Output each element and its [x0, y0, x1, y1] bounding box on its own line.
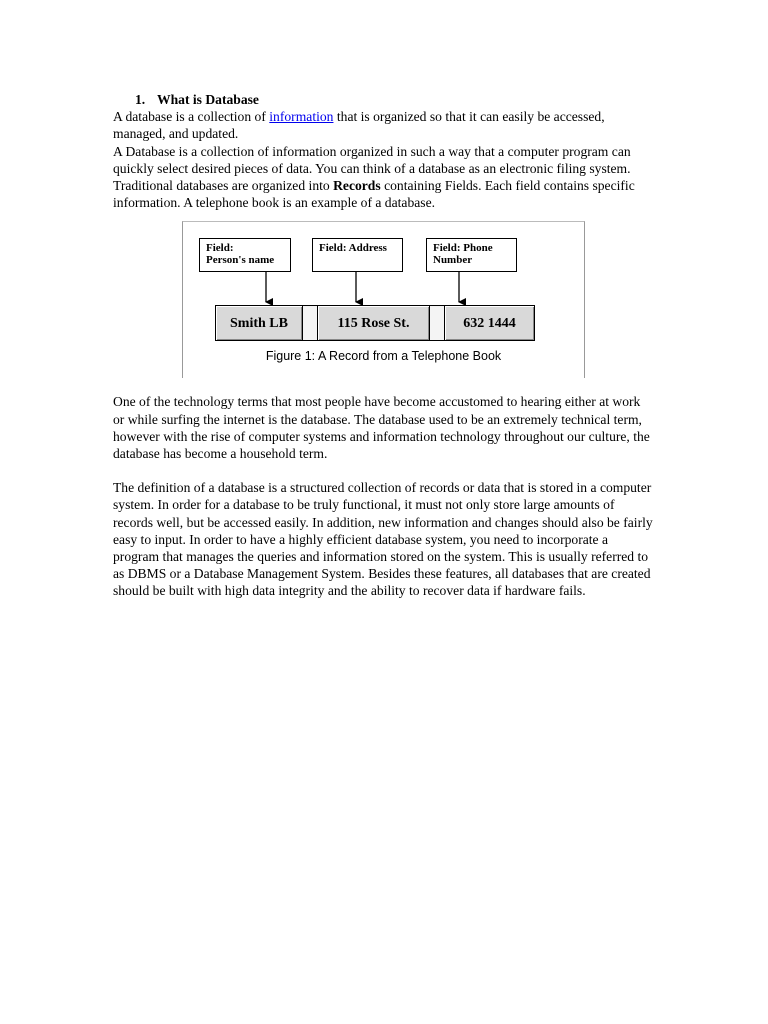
heading-title: What is Database: [157, 92, 259, 107]
field-box-phone-line1: Field: Phone: [433, 242, 493, 255]
field-box-name-line1: Field:: [206, 242, 234, 255]
figure-caption: Figure 1: A Record from a Telephone Book: [265, 349, 502, 364]
intro-p1-text-end: that is organized so that it can easily be accessed, managed, and updated.: [113, 109, 605, 142]
intro-paragraph-3: [113, 177, 653, 211]
record-cell-name: Smith LB: [216, 306, 303, 340]
field-box-phone-line2: Number: [433, 254, 473, 267]
record-cell-address: 115 Rose St.: [318, 306, 430, 340]
record-cell-phone: 632 1444: [445, 306, 534, 340]
record-figure: [182, 221, 585, 378]
record-row: [215, 305, 535, 341]
intro-p1-text: A database is a collection of: [113, 109, 270, 125]
intro-paragraph-1: [113, 108, 653, 142]
field-box-address-line1: Field: Address: [319, 242, 387, 255]
body-paragraph-2: The definition of a database is a structured collection of records or data that is stored in a computer system. In order for a database to be truly functional, it must not only store large amounts of records well, but be accessed easily. In addition, new information and changes should also be fairly easy to input. In order to have a highly efficient database system, you need to incorporate a program that manages the queries and information stored on the system. This is usually referred to as DBMS or a Database Management System. Besides these features, all databases that are created should be built with high data integrity and the ability to recover data if hardware fails.: [113, 480, 653, 599]
record-separator: [303, 306, 318, 340]
section-heading: [135, 91, 653, 108]
records-bold: Records: [333, 178, 381, 194]
document-page: [113, 91, 653, 600]
intro-p3-text-end: containing Fields. Each field contains specific information. A telephone book is an example of a database.: [113, 178, 635, 211]
field-box-name-line2: Person's name: [206, 254, 275, 267]
intro-p3-text: Traditional databases are organized into: [113, 178, 334, 194]
record-separator: [430, 306, 445, 340]
heading-number: 1.: [135, 92, 146, 107]
information-link[interactable]: information: [269, 109, 334, 125]
intro-paragraph-2: A Database is a collection of information organized in such a way that a computer program can quickly select desired pieces of data. You can think of a database as an electronic filing system.: [113, 143, 631, 176]
body-paragraph-1: One of the technology terms that most people have become accustomed to hearing either at work or while surfing the internet is the database. The database used to be an extremely technical term, however with the rise of computer systems and information technology throughout our culture, the database has become a household term.: [113, 394, 650, 462]
